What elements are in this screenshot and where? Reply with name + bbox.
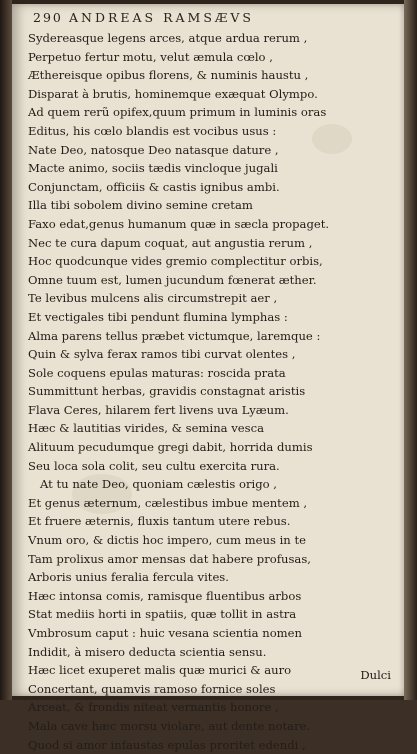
verse-line: Nec te cura dapum coquat, aut angustia rerum ,	[28, 235, 313, 250]
verse-line: Et genus æternum, cælestibus imbue mentem ,	[28, 495, 308, 510]
verse-line: Perpetuo fertur motu, velut æmula cœlo ,	[28, 49, 273, 64]
verse-line: Sole coquens epulas maturas: roscida prata	[28, 365, 286, 380]
verse-line: Stat mediis horti in spatiis, quæ tollit in astra	[28, 607, 297, 622]
book-gutter	[0, 0, 12, 700]
verse-line: Hæc intonsa comis, ramisque fluentibus arbos	[28, 588, 302, 603]
verse-line: Flava Ceres, hilarem fert livens uva Lyæum.	[28, 402, 289, 417]
verse-line: Alituum pecudumque gregi dabit, horrida dumis	[28, 440, 313, 455]
verse-line: Nate Deo, natosque Deo natasque dature ,	[28, 142, 279, 157]
verse-line: Disparat à brutis, hominemque exæquat Olympo.	[28, 86, 318, 101]
verse-line: Indidit, à misero deducta scientia sensu.	[28, 644, 267, 659]
verse-line: Illa tibi sobolem divino semine cretam	[28, 198, 253, 213]
verse-line: Quod si amor infaustas epulas proritet edendi ,	[28, 737, 306, 752]
verse-line: Vnum oro, & dictis hoc impero, cum meus in te	[28, 533, 306, 548]
verse-line: Summittunt herbas, gravidis constagnat aristis	[28, 384, 306, 399]
verse-line: Macte animo, sociis tædis vincloque jugali	[28, 161, 278, 176]
verse-line: Editus, his cœlo blandis est vocibus usus :	[28, 123, 277, 138]
verse-line: Hæc licet exuperet malis quæ murici & auro	[28, 663, 292, 678]
verse-line: Et vectigales tibi pendunt flumina lymphas :	[28, 309, 288, 324]
page-edge	[404, 0, 417, 700]
catchword: Dulci	[360, 668, 391, 682]
verse-line: Arboris unius feralia fercula vites.	[28, 570, 229, 585]
running-title: ANDREAS RAMSÆVS	[69, 10, 254, 25]
verse-line: At tu nate Deo, quoniam cælestis origo ,	[40, 477, 277, 492]
verse-line: Arceat, & frondis niteat vernantis honore ,	[28, 700, 279, 715]
page-number: 290	[33, 10, 63, 25]
verse-line: Conjunctam, officiis & castis ignibus ambi.	[28, 179, 280, 194]
verse-line: Et fruere æternis, fluxis tantum utere rebus.	[28, 514, 291, 529]
running-header	[33, 10, 383, 28]
verse-line: Concertant, quamvis ramoso fornice soles	[28, 681, 276, 696]
poem-text-block	[28, 29, 388, 754]
verse-line: Vmbrosum caput : huic vesana scientia nomen	[28, 626, 303, 640]
verse-line: Hæc & lautitias virides, & semina vesca	[28, 421, 265, 436]
verse-line: Quin & sylva ferax ramos tibi curvat olentes ,	[28, 347, 296, 362]
verse-line: Æthereisque opibus florens, & numinis haustu ,	[28, 68, 309, 83]
verse-line: Faxo edat,genus humanum quæ in sæcla propaget.	[28, 216, 330, 231]
verse-line: Omne tuum est, lumen jucundum fœnerat æther.	[28, 272, 317, 287]
verse-line: Seu loca sola colit, seu cultu exercita rura.	[28, 458, 280, 473]
verse-line: Te levibus mulcens alis circumstrepit aer ,	[28, 291, 278, 306]
verse-line: Sydereasque legens arces, atque ardua rerum ,	[28, 31, 308, 45]
verse-line: Ad quem rerũ opifex,quum primum in luminis oras	[28, 105, 327, 120]
verse-line: Alma parens tellus præbet victumque, laremque :	[28, 328, 321, 343]
verse-line: Tam prolixus amor mensas dat habere profusas,	[28, 551, 311, 566]
verse-line: Mala cave hæc morsu violare, aut dente notare.	[28, 718, 311, 733]
verse-line: Hoc quodcunque vides gremio complectitur orbis,	[28, 254, 323, 269]
